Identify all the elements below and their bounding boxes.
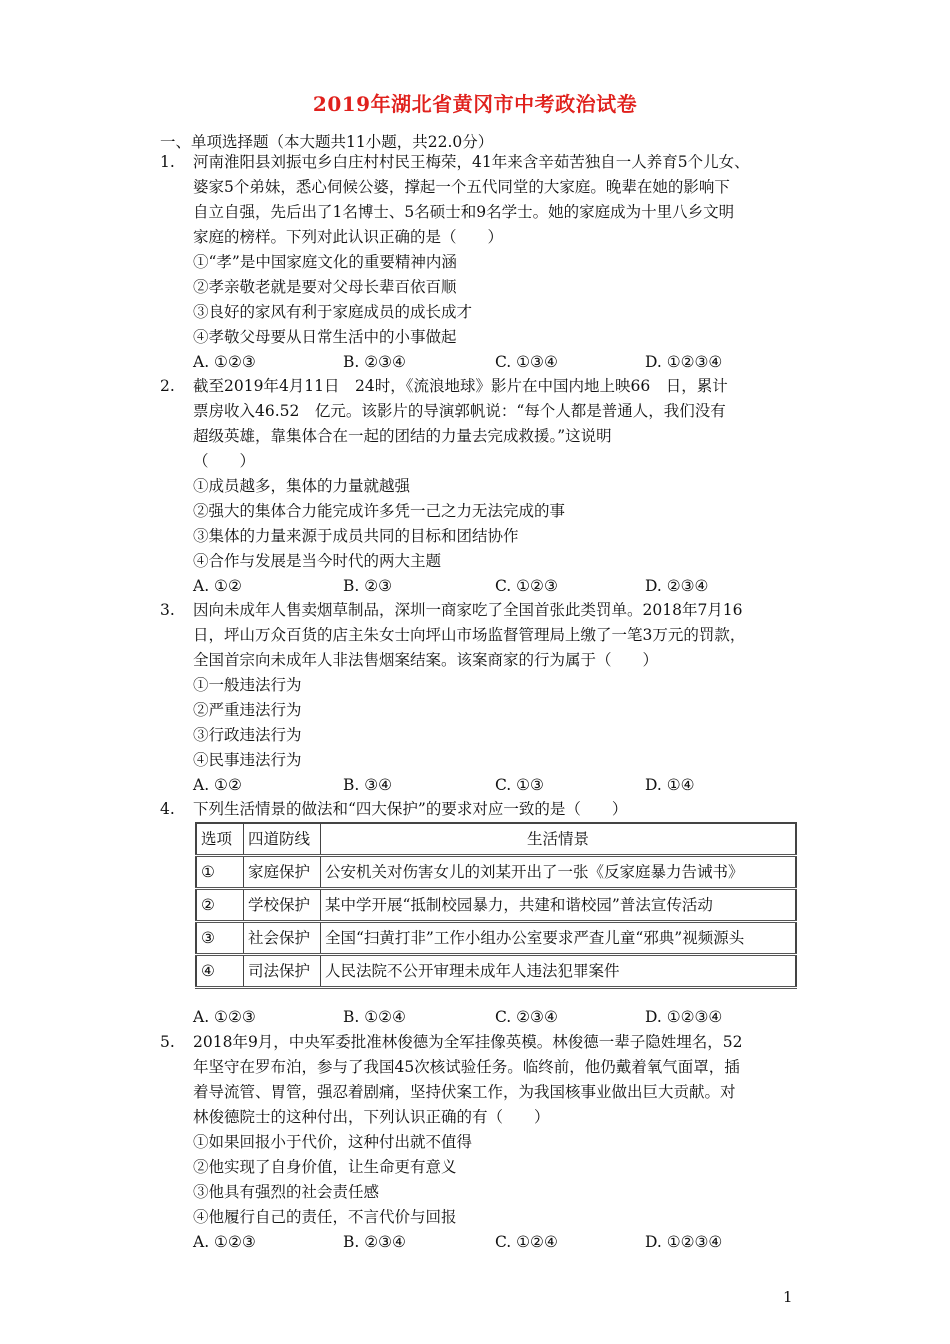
question-text: 下列生活情景的做法和“四大保护”的要求对应一致的是（ ）	[193, 800, 628, 818]
option-a: A. ①②③	[193, 353, 256, 371]
option-b: B. ②③	[343, 577, 393, 595]
statement: ①一般违法行为	[193, 676, 302, 694]
table-row	[196, 955, 796, 988]
question-number: 5.	[160, 1033, 175, 1051]
answer-options	[193, 1005, 798, 1030]
question-text: （ ）	[193, 452, 256, 470]
option-d: D. ②③④	[645, 577, 709, 595]
option-c: C. ①②③	[495, 577, 558, 595]
table-cell: 司法保护	[244, 955, 321, 988]
table-row	[196, 889, 796, 922]
question-text: 全国首宗向未成年人非法售烟案结案。该案商家的行为属于（ ）	[193, 651, 659, 669]
question-text: 超级英雄，靠集体合在一起的团结的力量去完成救援。”这说明	[193, 427, 612, 445]
statement: ②孝亲敬老就是要对父母长辈百依百顺	[193, 278, 457, 296]
question-text: 河南淮阳县刘振屯乡白庄村村民王梅荣，41年来含辛茹苦独自一人养育5个儿女、	[193, 153, 750, 171]
statement: ②强大的集体合力能完成许多凭一己之力无法完成的事	[193, 502, 566, 520]
table-cell: 社会保护	[244, 922, 321, 955]
protection-table	[195, 822, 797, 989]
statement: ①成员越多，集体的力量就越强	[193, 477, 411, 495]
option-a: A. ①②	[193, 577, 242, 595]
question-text: 着导流管、胃管，强忍着剧痛，坚持伏案工作，为我国核事业做出巨大贡献。对	[193, 1083, 736, 1101]
question-text: 票房收入46.52 亿元。该影片的导演郭帆说：“每个人都是普通人，我们没有	[193, 402, 726, 420]
statement: ④合作与发展是当今时代的两大主题	[193, 552, 442, 570]
question-number: 2.	[160, 377, 175, 395]
table-row	[196, 856, 796, 889]
section-heading: 一、单项选择题（本大题共11小题，共22.0分）	[160, 133, 494, 151]
option-d: D. ①②③④	[645, 353, 723, 371]
question-text: 林俊德院士的这种付出，下列认识正确的有（ ）	[193, 1108, 550, 1126]
table-header: 四道防线	[244, 823, 321, 856]
question-number: 1.	[160, 153, 175, 171]
table-cell: 学校保护	[244, 889, 321, 922]
table-cell: 全国“扫黄打非”工作小组办公室要求严查儿童“邪典”视频源头	[321, 922, 797, 955]
answer-options	[193, 350, 798, 375]
table-header: 生活情景	[321, 823, 797, 856]
question-text: 截至2019年4月11日 24时，《流浪地球》影片在中国内地上映66 日，累计	[193, 377, 728, 395]
question-number: 3.	[160, 601, 175, 619]
option-d: D. ①②③④	[645, 1233, 723, 1251]
option-c: C. ②③④	[495, 1008, 558, 1026]
answer-options	[193, 773, 798, 798]
question-text: 家庭的榜样。下列对此认识正确的是（ ）	[193, 228, 504, 246]
table-cell: ②	[196, 889, 244, 922]
option-d: D. ①④	[645, 776, 695, 794]
question-text: 婆家5个弟妹，悉心伺候公婆，撑起一个五代同堂的大家庭。晚辈在她的影响下	[193, 178, 730, 196]
option-c: C. ①③④	[495, 353, 558, 371]
table-cell: 家庭保护	[244, 856, 321, 889]
option-a: A. ①②③	[193, 1008, 256, 1026]
statement: ④他履行自己的责任，不言代价与回报	[193, 1208, 457, 1226]
option-b: B. ③④	[343, 776, 393, 794]
statement: ③他具有强烈的社会责任感	[193, 1183, 380, 1201]
answer-options	[193, 574, 798, 599]
table-row	[196, 922, 796, 955]
statement: ②严重违法行为	[193, 701, 302, 719]
table-cell: 某中学开展“抵制校园暴力，共建和谐校园”普法宣传活动	[321, 889, 797, 922]
question-text: 2018年9月，中央军委批准林俊德为全军挂像英模。林俊德一辈子隐姓埋名，52	[193, 1033, 743, 1051]
table-header: 选项	[196, 823, 244, 856]
statement: ③集体的力量来源于成员共同的目标和团结协作	[193, 527, 519, 545]
question-text: 年坚守在罗布泊，参与了我国45次核试验任务。临终前，他仍戴着氧气面罩，插	[193, 1058, 740, 1076]
table-cell: ④	[196, 955, 244, 988]
option-c: C. ①②④	[495, 1233, 558, 1251]
statement: ③良好的家风有利于家庭成员的成长成才	[193, 303, 473, 321]
question-text: 自立自强，先后出了1名博士、5名硕士和9名学士。她的家庭成为十里八乡文明	[193, 203, 735, 221]
answer-options	[193, 1230, 798, 1255]
statement: ④孝敬父母要从日常生活中的小事做起	[193, 328, 457, 346]
option-d: D. ①②③④	[645, 1008, 723, 1026]
option-a: A. ①②	[193, 776, 242, 794]
statement: ②他实现了自身价值，让生命更有意义	[193, 1158, 457, 1176]
option-b: B. ②③④	[343, 1233, 406, 1251]
table-cell: ①	[196, 856, 244, 889]
page-number: 1	[783, 1288, 793, 1306]
table-header-row	[196, 823, 796, 856]
table-cell: ③	[196, 922, 244, 955]
question-text: 日，坪山万众百货的店主朱女士向坪山市场监督管理局上缴了一笔3万元的罚款，	[193, 626, 746, 644]
statement: ④民事违法行为	[193, 751, 302, 769]
option-a: A. ①②③	[193, 1233, 256, 1251]
statement: ①“孝”是中国家庭文化的重要精神内涵	[193, 253, 457, 271]
statement: ③行政违法行为	[193, 726, 302, 744]
option-b: B. ②③④	[343, 353, 406, 371]
question-text: 因向未成年人售卖烟草制品，深圳一商家吃了全国首张此类罚单。2018年7月16	[193, 601, 743, 619]
option-b: B. ①②④	[343, 1008, 406, 1026]
option-c: C. ①③	[495, 776, 544, 794]
table-cell: 公安机关对伤害女儿的刘某开出了一张《反家庭暴力告诫书》	[321, 856, 797, 889]
statement: ①如果回报小于代价，这种付出就不值得	[193, 1133, 473, 1151]
table-cell: 人民法院不公开审理未成年人违法犯罪案件	[321, 955, 797, 988]
exam-title: 2019年湖北省黄冈市中考政治试卷	[312, 92, 638, 116]
question-number: 4.	[160, 800, 175, 818]
